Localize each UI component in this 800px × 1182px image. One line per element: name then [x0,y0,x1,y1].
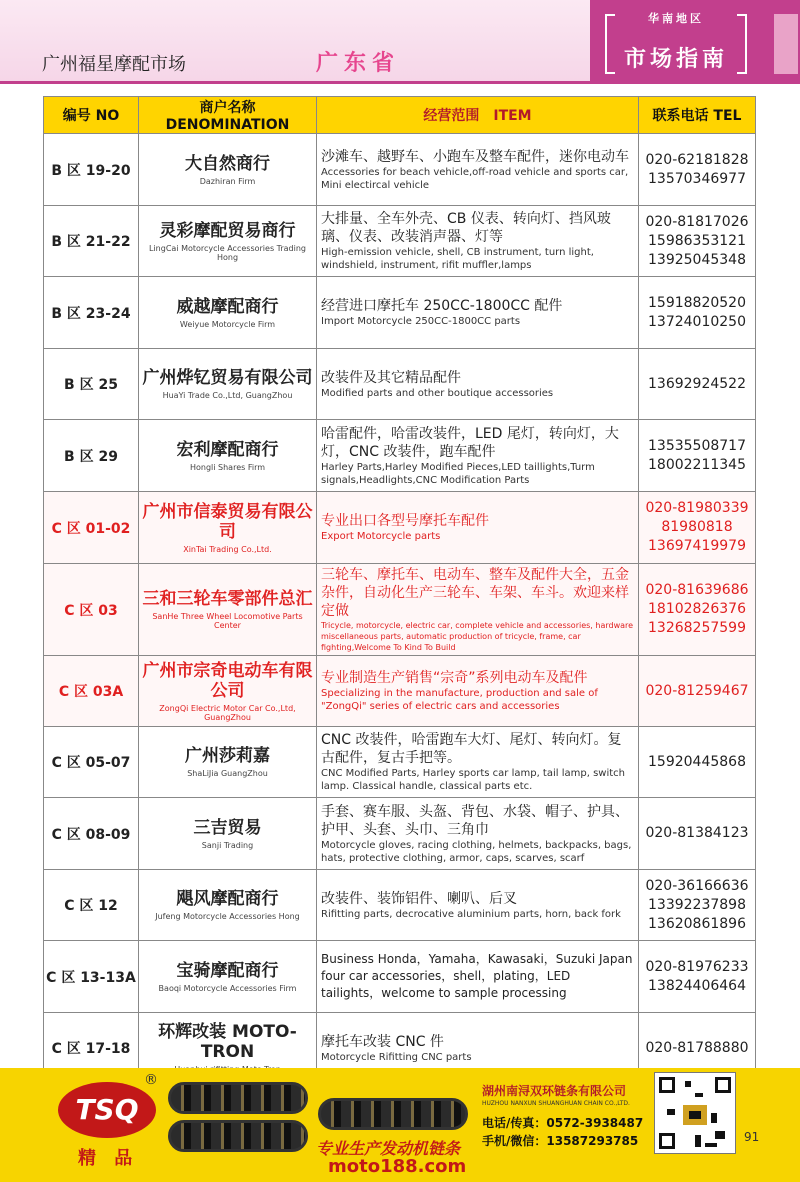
table-row [44,134,756,206]
region-subtitle: 华南地区 [648,12,704,25]
table-row [44,277,756,349]
merchant-name [139,656,317,727]
guide-title: 市场指南 [623,47,728,72]
merchant-name [139,564,317,656]
item-en: Modified parts and other boutique accessories [321,387,554,399]
merchant-name-cn: 宝骑摩配商行 [176,960,279,981]
item-en: Import Motorcycle 250CC-1800CC parts [321,316,521,327]
table-row [44,727,756,798]
phone-number: 020-81259467 [639,656,756,727]
stall-number: C 区 03A [44,656,139,727]
business-scope [317,420,639,492]
phone-number: 020-81384123 [639,798,756,870]
phone-number: 020-81639686 18102826376 13268257599 [639,564,756,656]
item-cn: 沙滩车、越野车、小跑车及整车配件，迷你电动车 [321,148,629,165]
merchant-name-cn: 环辉改装 MOTO-TRON [158,1022,297,1062]
item-en: Motorcycle gloves, racing clothing, helmets, backpacks, bags, hats, protective clothing, armor, caps, scarves, scarf [321,839,632,864]
item-en: CNC Modified Parts, Harley sports car lamp, tail lamp, switch lamp. Classical handle, classical parts etc. [321,768,625,792]
phone-number: 020-81980339 81980818 13697419979 [639,492,756,564]
tab-side-strip [774,14,798,74]
business-scope [317,134,639,206]
merchant-name [139,277,317,349]
item-cn: 哈雷配件，哈雷改装件，LED 尾灯，转向灯，大灯，CNC 改装件，跑车配件 [321,425,619,460]
item-en: Accessories for beach vehicle,off-road vehicle and sports car, Mini electircal vehicle [321,166,629,191]
merchant-name-en: Baoqi Motorcycle Accessories Firm [158,983,297,993]
item-en: Business Honda，Yamaha，Kawasaki，Suzuki Japan four car accessories，shell，plating，LED tailights，welcome to sample processing [321,952,633,1000]
item-en: Specializing in the manufacture, production and sale of "ZongQi" series of electric cars and accessories [321,688,598,712]
qr-code-icon[interactable] [654,1072,736,1154]
page-number: 91 [744,1130,760,1144]
phone-number: 13535508717 18002211345 [639,420,756,492]
business-scope [317,277,639,349]
item-cn: 大排量、全车外壳、CB 仪表、转向灯、挡风玻璃、仪表、改装消声器、灯等 [321,211,611,245]
item-cn: 三轮车、摩托车、电动车、整车及配件大全，五金杂件，自动化生产三轮车、车架、车斗。欢迎来样定做 [321,567,629,619]
stall-number: C 区 13-13A [44,941,139,1013]
quality-label: 精 品 [78,1148,139,1169]
item-cn: 手套、赛车服、头盔、背包、水袋、帽子、护具、护甲、头套、头巾、三角巾 [321,803,629,838]
market-name: 广州福星摩配市场 [42,54,186,75]
business-scope [317,727,639,798]
item-cn: 改装件及其它精品配件 [321,369,461,386]
phone-number: 020-36166636 13392237898 13620861896 [639,870,756,941]
business-scope [317,656,639,727]
col-item: 经营范围 ITEM [317,97,639,134]
table-row [44,870,756,941]
merchant-name-cn: 广州市信泰贸易有限公司 [142,501,313,542]
company-name: 湖州南浔双环链条有限公司 [482,1084,627,1098]
chain-image [318,1098,468,1130]
stall-number: B 区 19-20 [44,134,139,206]
merchant-name-en: Hongli Shares Firm [189,462,266,472]
chain-image [168,1082,308,1114]
merchant-name [139,420,317,492]
table-row [44,656,756,727]
stall-number: B 区 25 [44,349,139,420]
phone-number: 15920445868 [639,727,756,798]
col-name: 商户名称 DENOMINATION [139,97,317,134]
stall-number: C 区 08-09 [44,798,139,870]
business-scope [317,349,639,420]
table-header-row [44,97,756,134]
phone-number: 020-81788880 [639,1013,756,1084]
merchant-name-cn: 广州烨钇贸易有限公司 [142,368,313,388]
merchant-name [139,134,317,206]
merchant-name-en: Weiyue Motorcycle Firm [179,319,276,329]
slogan: 专业生产发动机链条 [316,1139,461,1158]
stall-number: B 区 21-22 [44,206,139,277]
merchant-name [139,492,317,564]
merchant-table [43,96,755,1084]
business-scope [317,206,639,277]
item-en: High-emission vehicle, shell, CB instrument, turn light, windshield, instrument, rifit muffler,lamps [321,247,594,271]
phone-number: 020-81817026 15986353121 13925045348 [639,206,756,277]
region-tab [590,0,800,84]
business-scope [317,492,639,564]
merchant-name-en: Jufeng Motorcycle Accessories Hong [155,912,300,921]
table-row [44,349,756,420]
item-en: Harley Parts,Harley Modified Pieces,LED taillights,Turm signals,Headlights,CNC Modification Parts [321,461,595,486]
merchant-name [139,870,317,941]
merchant-name-en: Dazhiran Firm [199,176,256,186]
page-header [0,0,800,84]
merchant-name-cn: 灵彩摩配贸易商行 [159,220,296,241]
merchant-name-cn: 三吉贸易 [193,817,262,838]
table-row [44,941,756,1013]
merchant-name-en: ZongQi Electric Motor Car Co.,Ltd, GuangZhou [159,703,296,722]
col-no: 编号 NO [44,97,139,134]
item-en: Motorcycle Rifitting CNC parts [321,1051,472,1063]
merchant-name-en: HuaYi Trade Co.,Ltd, GuangZhou [162,391,293,400]
item-cn: 专业出口各型号摩托车配件 [321,513,489,529]
registered-mark: ® [144,1072,158,1088]
stall-number: C 区 03 [44,564,139,656]
business-scope [317,870,639,941]
stall-number: C 区 05-07 [44,727,139,798]
merchant-name [139,206,317,277]
merchant-name-cn: 飓风摩配商行 [176,889,279,909]
stall-number: C 区 01-02 [44,492,139,564]
item-en: Rifitting parts, decrocative aluminium parts, horn, back fork [321,908,621,920]
table-row [44,420,756,492]
website-link[interactable]: moto188.com [328,1156,467,1177]
stall-number: C 区 17-18 [44,1013,139,1084]
stall-number: B 区 29 [44,420,139,492]
merchant-name [139,941,317,1013]
phone-number: 020-81976233 13824406464 [639,941,756,1013]
table-row [44,492,756,564]
merchant-name-en: Sanji Trading [201,840,254,850]
item-en: Export Motorcycle parts [321,531,441,542]
phone-fax: 电话/传真：0572-3938487 [482,1116,644,1130]
phone-number: 020-62181828 13570346977 [639,134,756,206]
merchant-name [139,798,317,870]
business-scope [317,798,639,870]
stall-number: B 区 23-24 [44,277,139,349]
merchant-name-cn: 三和三轮车零部件总汇 [142,589,313,609]
item-cn: 摩托车改装 CNC 件 [321,1033,444,1050]
merchant-name-cn: 大自然商行 [185,153,270,174]
item-cn: CNC 改装件，哈雷跑车大灯、尾灯、转向灯。复古配件，复古手把等。 [321,732,622,766]
table-row [44,564,756,656]
chain-image [168,1120,308,1152]
item-cn: 改装件、装饰铝件、喇叭、后叉 [321,890,517,907]
item-cn: 专业制造生产销售“宗奇”系列电动车及配件 [321,670,588,686]
merchant-name [139,727,317,798]
phone-number: 13692924522 [639,349,756,420]
business-scope [317,564,639,656]
tsq-logo: TSQ [58,1082,156,1138]
table-row [44,798,756,870]
mobile-wechat: 手机/微信：13587293785 [482,1134,639,1148]
business-scope [317,941,639,1013]
company-name-en: HUZHOU NANXUN SHUANGHUAN CHAIN CO.,LTD. [482,1100,630,1107]
table-row [44,206,756,277]
item-en: Tricycle, motorcycle, electric car, complete vehicle and accessories, hardware miscellaneous parts, automatic production of tricycle, frame, car fighting,Welcome To Kind To Build [321,621,634,652]
col-tel: 联系电话 TEL [639,97,756,134]
merchant-name-cn: 威越摩配商行 [176,296,279,317]
item-cn: 经营进口摩托车 250CC-1800CC 配件 [321,298,563,314]
stall-number: C 区 12 [44,870,139,941]
merchant-name-cn: 广州莎莉嘉 [185,746,270,766]
merchant-name-en: XinTai Trading Co.,Ltd. [183,544,272,554]
merchant-name-cn: 宏利摩配商行 [176,439,279,460]
footer-ad [0,1068,800,1182]
merchant-name-en: SanHe Three Wheel Locomotive Parts Center [152,612,303,630]
phone-number: 15918820520 13724010250 [639,277,756,349]
merchant-name-en: ShaLiJia GuangZhou [187,769,268,778]
merchant-name-en: LingCai Motorcycle Accessories Trading Hong [148,243,307,262]
province-title: 广东省 [316,51,401,76]
merchant-name [139,349,317,420]
merchant-name-cn: 广州市宗奇电动车有限公司 [142,660,313,701]
